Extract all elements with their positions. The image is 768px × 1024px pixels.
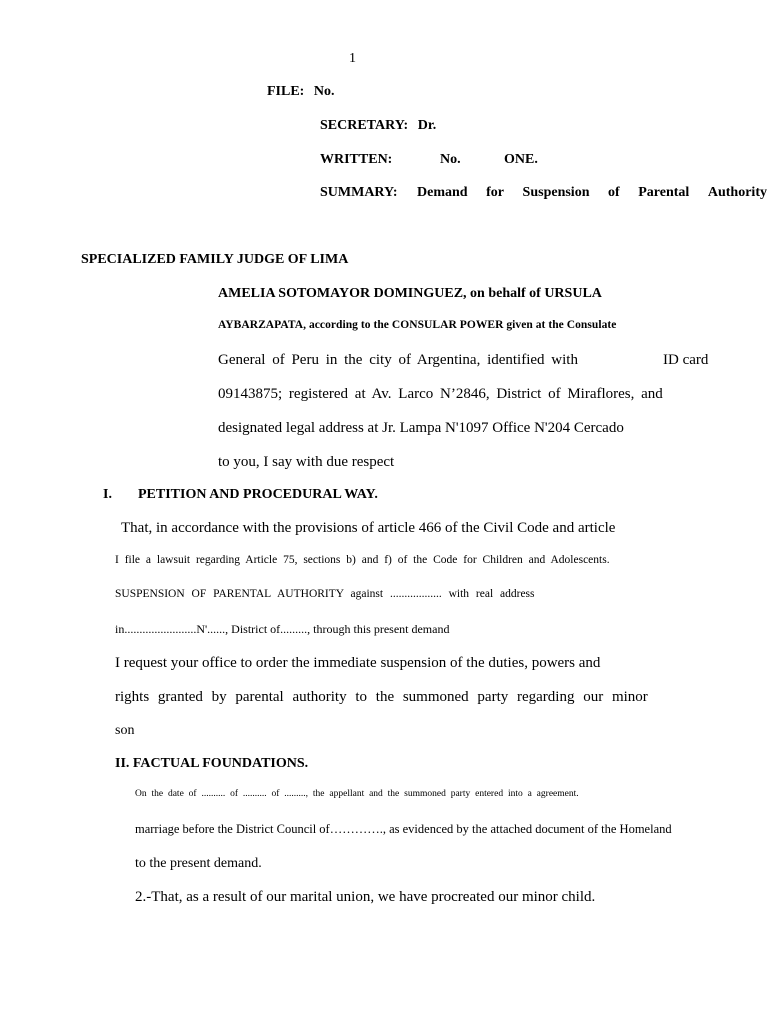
secretary-line: [320, 119, 436, 133]
file-line: [267, 85, 334, 99]
summary-word: Suspension: [522, 185, 590, 200]
summary-word: Authority: [707, 185, 767, 200]
intro-line-1: AMELIA SOTOMAYOR DOMINGUEZ, on behalf of URSULA: [218, 286, 602, 301]
written-line: [320, 153, 392, 167]
section-1-line: rights granted by parental authority to the summoned party regarding our minor: [115, 689, 648, 705]
section-1-line: son: [115, 723, 135, 738]
intro-line-3-right: ID card: [663, 352, 709, 368]
file-label: FILE:: [267, 84, 305, 99]
summary-value: [417, 186, 767, 200]
intro-line-2: AYBARZAPATA, according to the CONSULAR POWER given at the Consulate: [218, 319, 617, 331]
section-1-title: PETITION AND PROCEDURAL WAY.: [138, 487, 378, 502]
intro-line-3: General of Peru in the city of Argentina, identified with: [218, 352, 578, 368]
written-no: No.: [440, 152, 461, 167]
secretary-label: SECRETARY:: [320, 118, 409, 133]
summary-word: Demand: [417, 185, 468, 200]
section-1-line: in........................N'......, District of........., through this present demand: [115, 622, 450, 636]
intro-line-5: designated legal address at Jr. Lampa N'1097 Office N'204 Cercado: [218, 420, 624, 436]
written-label: WRITTEN:: [320, 152, 393, 167]
summary-word: of: [608, 185, 620, 200]
section-2-line: 2.-That, as a result of our marital union, we have procreated our minor child.: [135, 889, 596, 905]
section-2-line: to the present demand.: [135, 856, 262, 871]
summary-label: SUMMARY:: [320, 185, 398, 200]
written-value: ONE.: [504, 152, 538, 167]
summary-word: Parental: [638, 185, 690, 200]
file-value: No.: [313, 84, 335, 99]
secretary-value: Dr.: [417, 118, 437, 133]
section-2-line: marriage before the District Council of…………., as evidenced by the attached document of the Homeland: [135, 822, 672, 836]
section-2-title: II. FACTUAL FOUNDATIONS.: [115, 756, 309, 771]
intro-line-4: 09143875; registered at Av. Larco N’2846, District of Miraflores, and: [218, 386, 663, 402]
summary-word: for: [486, 185, 504, 200]
page-number: 1: [349, 51, 356, 66]
section-1-line: SUSPENSION OF PARENTAL AUTHORITY against .................. with real address: [115, 588, 535, 600]
intro-line-6: to you, I say with due respect: [218, 454, 395, 470]
section-1-line: I file a lawsuit regarding Article 75, sections b) and f) of the Code for Children and Adolescents.: [115, 554, 610, 566]
section-1-line: That, in accordance with the provisions of article 466 of the Civil Code and article: [121, 520, 616, 536]
addressee: SPECIALIZED FAMILY JUDGE OF LIMA: [81, 252, 349, 267]
section-1-line: I request your office to order the immediate suspension of the duties, powers and: [115, 655, 601, 671]
section-1-numeral: I.: [103, 487, 112, 502]
section-2-line: On the date of .......... of .......... of ........., the appellant and the summoned party entered into a agreement.: [135, 789, 579, 799]
